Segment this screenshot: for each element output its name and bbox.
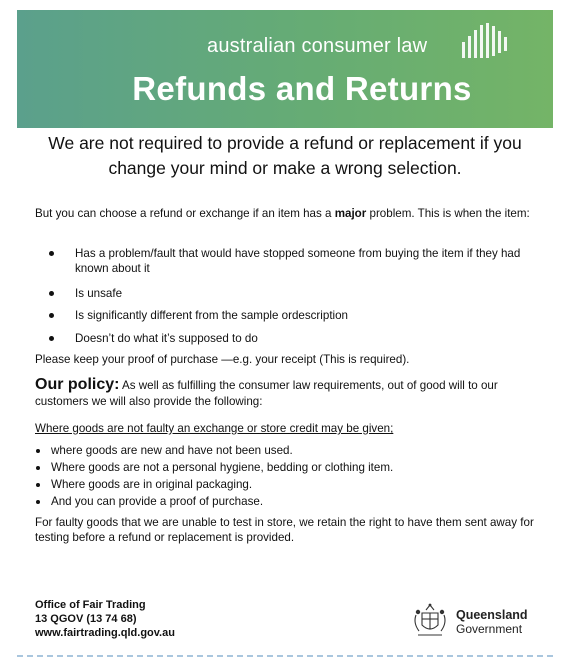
list-item-text: Where goods are not a personal hygiene, bedding or clothing item.	[51, 461, 394, 474]
bullet-icon	[36, 483, 40, 487]
queensland-crest-icon	[410, 601, 450, 641]
bullet-icon	[49, 251, 54, 256]
brand-name: australian consumer law	[207, 35, 428, 57]
page-title: Refunds and Returns	[132, 70, 472, 107]
bullet-icon	[36, 449, 40, 453]
queensland-government-logo	[410, 601, 540, 641]
policy-heading: Our policy:	[35, 376, 120, 393]
policy-text: As well as fulfilling the consumer law requirements, out of good will to our customers we will also provide the following:	[35, 379, 498, 408]
intro-text: But you can choose a refund or exchange if an item has a	[35, 207, 335, 220]
list-item-text: where goods are new and have not been used.	[51, 444, 293, 457]
intro-text-end: problem. This is when the item:	[366, 207, 530, 220]
intro-emphasis: major	[334, 207, 367, 220]
list-item-text: Is significantly different from the sample ordescription	[75, 309, 349, 322]
bullet-icon	[49, 313, 54, 318]
dashed-divider	[17, 655, 553, 657]
proof-note: Please keep your proof of purchase —e.g. your receipt (This is required).	[35, 353, 410, 366]
list-item-text: Has a problem/fault that would have stopped someone from buying the item if they had known about it	[75, 247, 521, 275]
office-phone: 13 QGOV (13 74 68)	[35, 613, 137, 625]
office-contact	[35, 598, 255, 640]
faulty-note: For faulty goods that we are unable to test in store, we retain the right to have them sent away for testing before a refund or replacement is provided.	[35, 516, 534, 544]
lead-statement: We are not required to provide a refund or replacement if you change your mind or make a wrong selection.	[48, 133, 522, 178]
bullet-icon	[49, 291, 54, 296]
bullet-icon	[49, 336, 54, 341]
office-name: Office of Fair Trading	[35, 599, 146, 611]
header-banner	[17, 10, 553, 128]
office-website: www.fairtrading.qld.gov.au	[35, 627, 175, 639]
list-item-text: Doesn’t do what it’s supposed to do	[75, 332, 258, 345]
list-item-text: And you can provide a proof of purchase.	[51, 495, 264, 508]
bullet-icon	[36, 466, 40, 470]
logo-name: Queensland	[456, 608, 528, 622]
intro-paragraph	[35, 206, 540, 221]
list-item-text: Where goods are in original packaging.	[51, 478, 253, 491]
list-item-text: Is unsafe	[75, 287, 123, 300]
acl-bars-icon	[460, 22, 510, 60]
policy-paragraph	[35, 377, 540, 410]
bullet-icon	[36, 500, 40, 504]
logo-sub: Government	[456, 622, 523, 636]
policy-condition: Where goods are not faulty an exchange or store credit may be given;	[35, 422, 394, 435]
